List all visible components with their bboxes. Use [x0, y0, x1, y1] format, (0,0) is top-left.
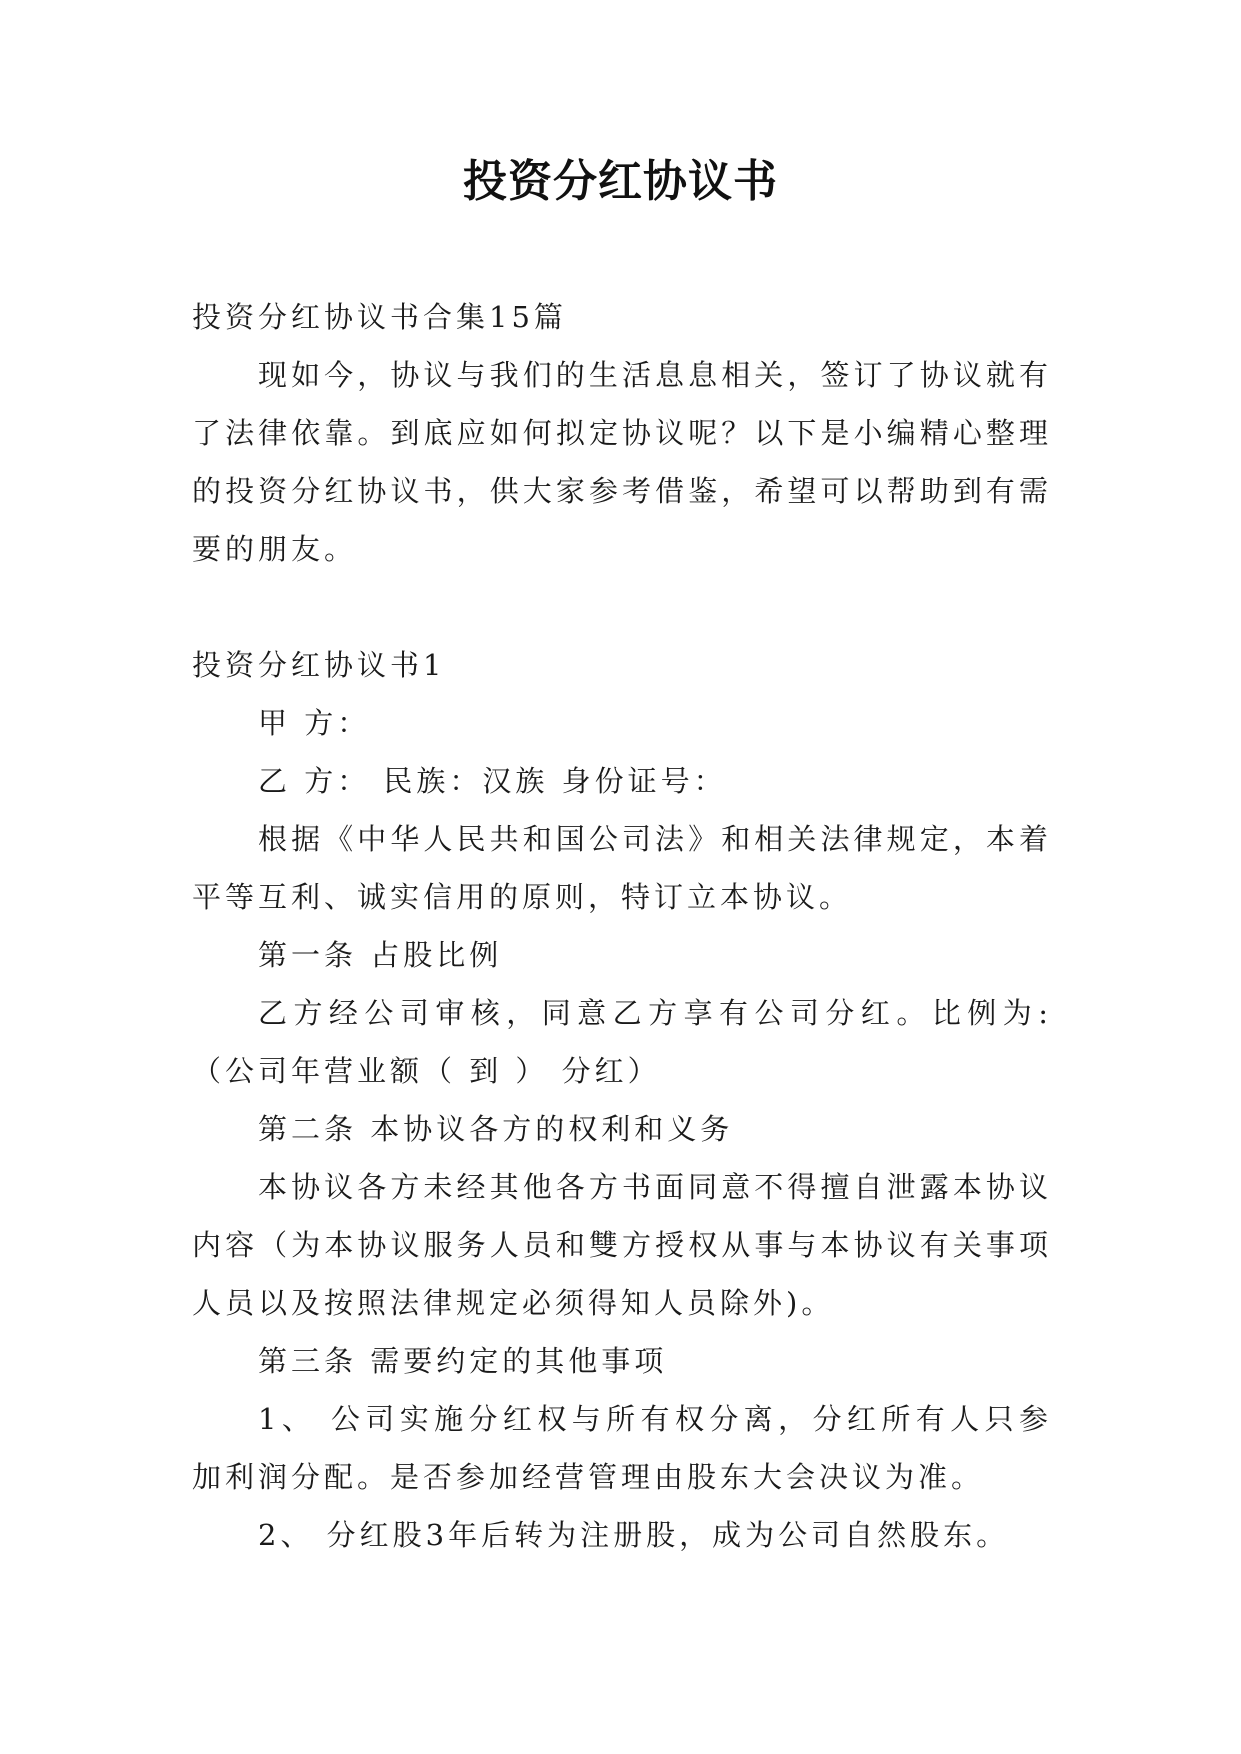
section-heading: 投资分红协议书1 [192, 648, 446, 682]
section-spacer [192, 578, 1052, 636]
article-2-title: 第二条 本协议各方的权利和义务 [258, 1112, 734, 1146]
party-b-line: 乙 方： 民族：汉族 身份证号： [258, 764, 727, 798]
clause-1: 1、 公司实施分红权与所有权分离，分红所有人只参加利润分配。是否参加经营管理由股东大会决议为准。 [192, 1402, 1052, 1494]
clause-2: 2、 分红股3年后转为注册股，成为公司自然股东。 [258, 1518, 1010, 1552]
article-3-title: 第三条 需要约定的其他事项 [258, 1344, 668, 1378]
article-1-title: 第一条 占股比例 [258, 938, 503, 972]
collection-title: 投资分红协议书合集15篇 [192, 300, 567, 334]
article-2-text: 本协议各方未经其他各方书面同意不得擅自泄露本协议内容（为本协议服务人员和雙方授权从事与本协议有关事项人员以及按照法律规定必须得知人员除外)。 [192, 1170, 1052, 1320]
article-1-text: 乙方经公司审核，同意乙方享有公司分红。比例为:（公司年营业额（ 到 ） 分红） [192, 996, 1052, 1088]
intro-paragraph: 现如今，协议与我们的生活息息相关，签订了协议就有了法律依靠。到底应如何拟定协议呢？以下是小编精心整理的投资分红协议书，供大家参考借鉴，希望可以帮助到有需要的朋友。 [192, 358, 1052, 566]
party-a-line: 甲 方： [258, 706, 371, 740]
document-body [192, 288, 1052, 1564]
preamble-paragraph: 根据《中华人民共和国公司法》和相关法律规定，本着平等互利、诚实信用的原则，特订立本协议。 [192, 822, 1052, 914]
document-title: 投资分红协议书 [463, 156, 778, 207]
